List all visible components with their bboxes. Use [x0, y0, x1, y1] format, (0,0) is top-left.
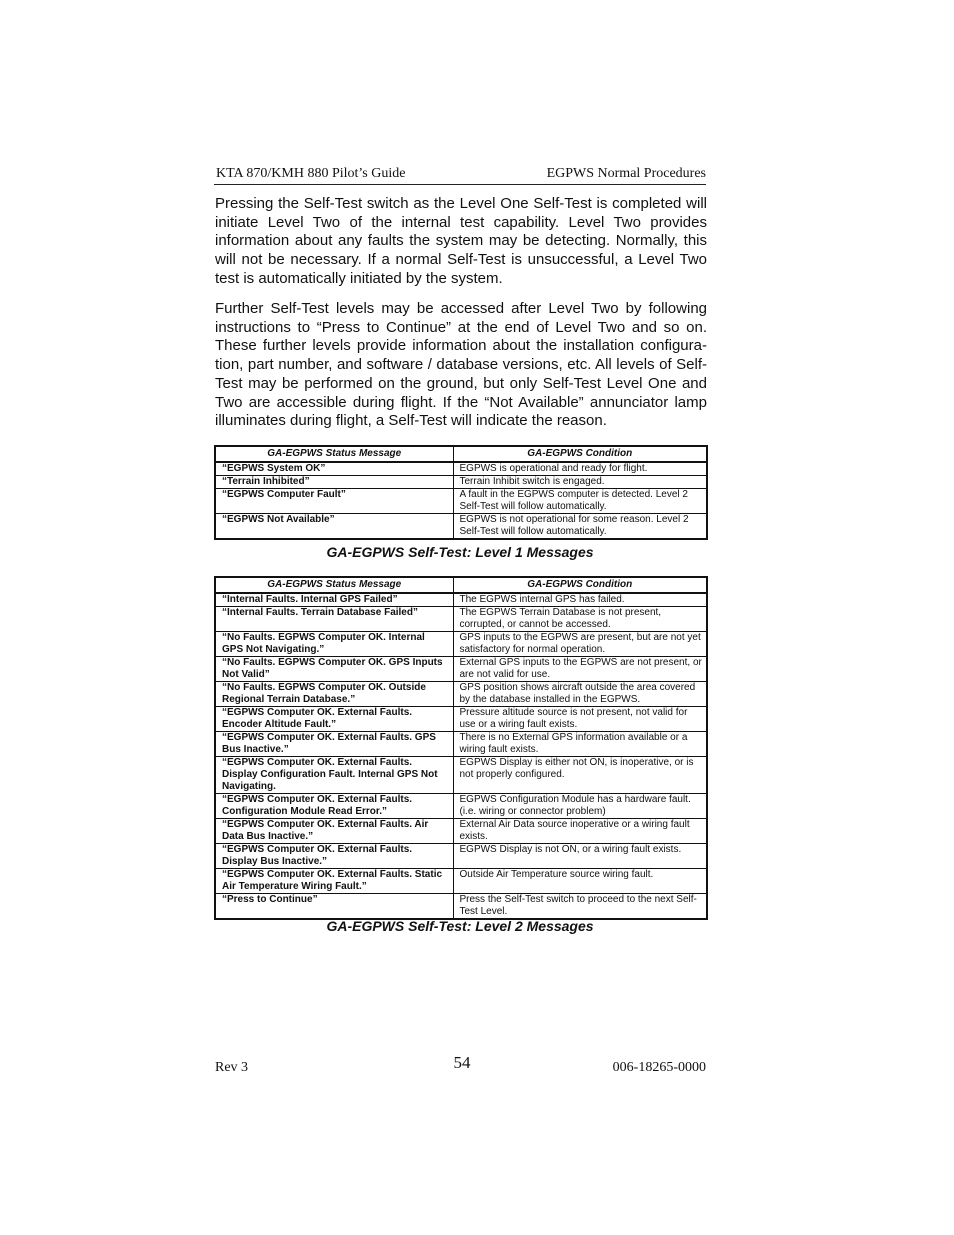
status-message-cell: “EGPWS Computer OK. External Faults. Display Bus Inactive.” [215, 844, 453, 869]
status-message-cell: “EGPWS Computer Fault” [215, 489, 453, 514]
table-row [215, 476, 707, 489]
running-header [214, 166, 706, 185]
status-message-cell: “EGPWS Computer OK. External Faults. Air Data Bus Inactive.” [215, 819, 453, 844]
table-row [215, 607, 707, 632]
table-row [215, 489, 707, 514]
status-message-cell: “Press to Continue” [215, 894, 453, 920]
condition-cell: EGPWS is not operational for some reason. Level 2 Self-Test will follow automatically. [453, 514, 707, 540]
column-header-condition: GA-EGPWS Condition [453, 577, 707, 593]
condition-cell: EGPWS Configuration Module has a hardware fault. (i.e. wiring or connector problem) [453, 794, 707, 819]
table-row [215, 632, 707, 657]
level2-messages-table [214, 576, 708, 920]
table-row [215, 819, 707, 844]
condition-cell: Terrain Inhibit switch is engaged. [453, 476, 707, 489]
condition-cell: Outside Air Temperature source wiring fault. [453, 869, 707, 894]
condition-cell: Pressure altitude source is not present, not valid for use or a wiring fault exists. [453, 707, 707, 732]
level1-messages-table [214, 445, 708, 540]
status-message-cell: “EGPWS Computer OK. External Faults. GPS Bus Inactive.” [215, 732, 453, 757]
condition-cell: GPS inputs to the EGPWS are present, but are not yet satisfactory for normal operation. [453, 632, 707, 657]
condition-cell: The EGPWS internal GPS has failed. [453, 593, 707, 607]
condition-cell: A fault in the EGPWS computer is detected. Level 2 Self-Test will follow automatically. [453, 489, 707, 514]
table-row [215, 593, 707, 607]
table-row [215, 657, 707, 682]
condition-cell: Press the Self-Test switch to proceed to the next Self-Test Level. [453, 894, 707, 920]
condition-cell: External Air Data source inoperative or a wiring fault exists. [453, 819, 707, 844]
paragraph-further-levels: Further Self-Test levels may be accessed after Level Two by following instructions to “Press to Continue” at the end of Level Two and so on. These further levels provide information about the installation configura-tion, part number, and software / database versions, etc. All levels of Self-Test may be performed on the ground, but only Self-Test Level One and Two are accessible during flight. If the “Not Available” annunciator lamp illuminates during flight, a Self-Test will indicate the reason. [215, 300, 707, 430]
condition-cell: EGPWS Display is either not ON, is inoperative, or is not properly configured. [453, 757, 707, 794]
condition-cell: EGPWS is operational and ready for flight. [453, 462, 707, 476]
footer-revision: Rev 3 [215, 1060, 249, 1075]
column-header-status: GA-EGPWS Status Message [215, 577, 453, 593]
table-row [215, 514, 707, 540]
header-section-title: EGPWS Normal Procedures [546, 166, 706, 181]
paragraph-level-two: Pressing the Self-Test switch as the Level One Self-Test is completed will initiate Level Two of the internal test capability. Level Two provides information about any faults the system may be detecting. Normally, this will not be necessary. If a normal Self-Test is unsuccessful, a Level Two test is automatically initiated by the system. [215, 195, 707, 287]
status-message-cell: “EGPWS Computer OK. External Faults. Static Air Temperature Wiring Fault.” [215, 869, 453, 894]
condition-cell: The EGPWS Terrain Database is not present, corrupted, or cannot be accessed. [453, 607, 707, 632]
status-message-cell: “No Faults. EGPWS Computer OK. Outside Regional Terrain Database.” [215, 682, 453, 707]
status-message-cell: “EGPWS Computer OK. External Faults. Configuration Module Read Error.” [215, 794, 453, 819]
footer-part-number: 006-18265-0000 [612, 1060, 706, 1075]
status-message-cell: “EGPWS System OK” [215, 462, 453, 476]
table-row [215, 462, 707, 476]
column-header-condition: GA-EGPWS Condition [453, 446, 707, 462]
condition-cell: GPS position shows aircraft outside the area covered by the database installed in the EGPWS. [453, 682, 707, 707]
table1-caption: GA-EGPWS Self-Test: Level 1 Messages [326, 544, 594, 560]
table-header-row [215, 446, 707, 462]
status-message-cell: “Internal Faults. Terrain Database Failed” [215, 607, 453, 632]
condition-cell: EGPWS Display is not ON, or a wiring fault exists. [453, 844, 707, 869]
page-number: 54 [453, 1053, 471, 1072]
table-row [215, 844, 707, 869]
table-row [215, 869, 707, 894]
table-header-row [215, 577, 707, 593]
status-message-cell: “Terrain Inhibited” [215, 476, 453, 489]
table2-caption: GA-EGPWS Self-Test: Level 2 Messages [326, 918, 594, 934]
status-message-cell: “Internal Faults. Internal GPS Failed” [215, 593, 453, 607]
status-message-cell: “No Faults. EGPWS Computer OK. Internal GPS Not Navigating.” [215, 632, 453, 657]
status-message-cell: “EGPWS Computer OK. External Faults. Display Configuration Fault. Internal GPS Not Navigating. [215, 757, 453, 794]
status-message-cell: “EGPWS Computer OK. External Faults. Encoder Altitude Fault.” [215, 707, 453, 732]
table-row [215, 757, 707, 794]
status-message-cell: “EGPWS Not Available” [215, 514, 453, 540]
header-manual-title: KTA 870/KMH 880 Pilot’s Guide [216, 166, 406, 181]
table-row [215, 794, 707, 819]
status-message-cell: “No Faults. EGPWS Computer OK. GPS Inputs Not Valid” [215, 657, 453, 682]
column-header-status: GA-EGPWS Status Message [215, 446, 453, 462]
condition-cell: External GPS inputs to the EGPWS are not present, or are not valid for use. [453, 657, 707, 682]
table-row [215, 732, 707, 757]
condition-cell: There is no External GPS information available or a wiring fault exists. [453, 732, 707, 757]
table-row [215, 682, 707, 707]
table-row [215, 707, 707, 732]
table-row [215, 894, 707, 920]
